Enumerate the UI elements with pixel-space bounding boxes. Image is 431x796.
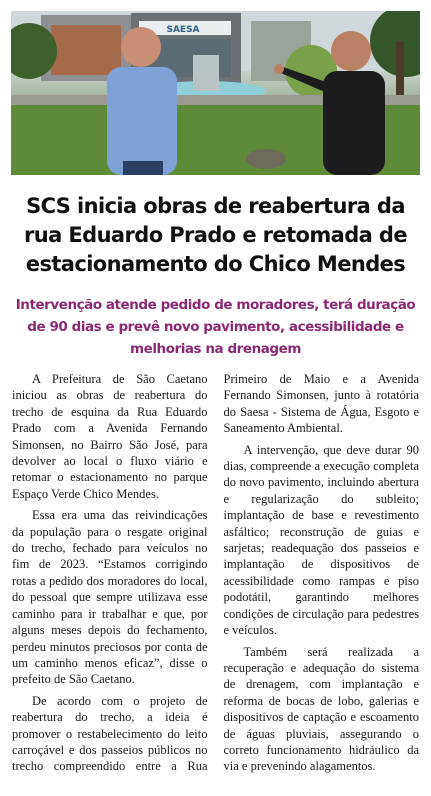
paragraph: A Prefeitura de São Caetano iniciou as obras de reabertura do trecho de esquina da Rua Eduardo Prado com a Avenida Fernando Simonsen, no Bairro São José, para devolver ao local o fluxo viário e retomar o estacionamento no parque Espaço Verde Chico Mendes. (12, 372, 208, 501)
headline: SCS inicia obras de reabertura da rua Eduardo Prado e retomada de estacionamento do Chico Mendes (24, 194, 407, 276)
paragraph: A intervenção, que deve durar 90 dias, compreende a execução completa do novo pavimento, incluindo abertura e regularização do subleito; implantação de base e revestimento asfáltico; reconstrução de guias e sarjetas; readequação dos passeios e implantação de dispositivos de acessibilidade como rampas e piso podotátil, garantindo melhores condições de circulação para pedestres e veículos. (223, 442, 419, 638)
photo-scene (11, 11, 420, 175)
paragraph: Essa era uma das reivindicações da população para o resgate original do trecho, fechado para veículos no fim de 2023. “Estamos corrigindo rotas a pedido dos moradores do local, do pessoal que sempre utilizava esse caminho para ir trabalhar e que, por alguns meses depois do fechamento, perdeu minutos preciosos por conta de um caminho menos eficaz”, disse o prefeito de São Caetano. (12, 508, 208, 687)
paragraph: Também será realizada a recuperação e adequação do sistema de drenagem, com implantação e reforma de bocas de lobo, galerias e dispositivos de captação e escoamento de águas pluviais, assegurando o correto funcionamento hidráulico da via e prevenindo alagamentos. (223, 644, 419, 774)
subheadline: Intervenção atende pedido de moradores, terá duração de 90 dias e prevê novo pavimento, acessibilidade e melhorias na drenagem (15, 297, 416, 357)
article-photo (11, 11, 420, 175)
paragraph: De acordo com o projeto de reabertura do trecho, a ideia é promover o restabelecimento do leito carroçável e dos passeios públicos no trecho compreendido entre a Rua Primeiro de Maio e a Avenida Fernando Simonsen, junto à rotatória do Saesa - Sistema de Água, Esgoto e Saneamento Ambiental. (12, 372, 419, 774)
article-body (12, 371, 419, 786)
building-sign: SAESA (166, 25, 200, 35)
